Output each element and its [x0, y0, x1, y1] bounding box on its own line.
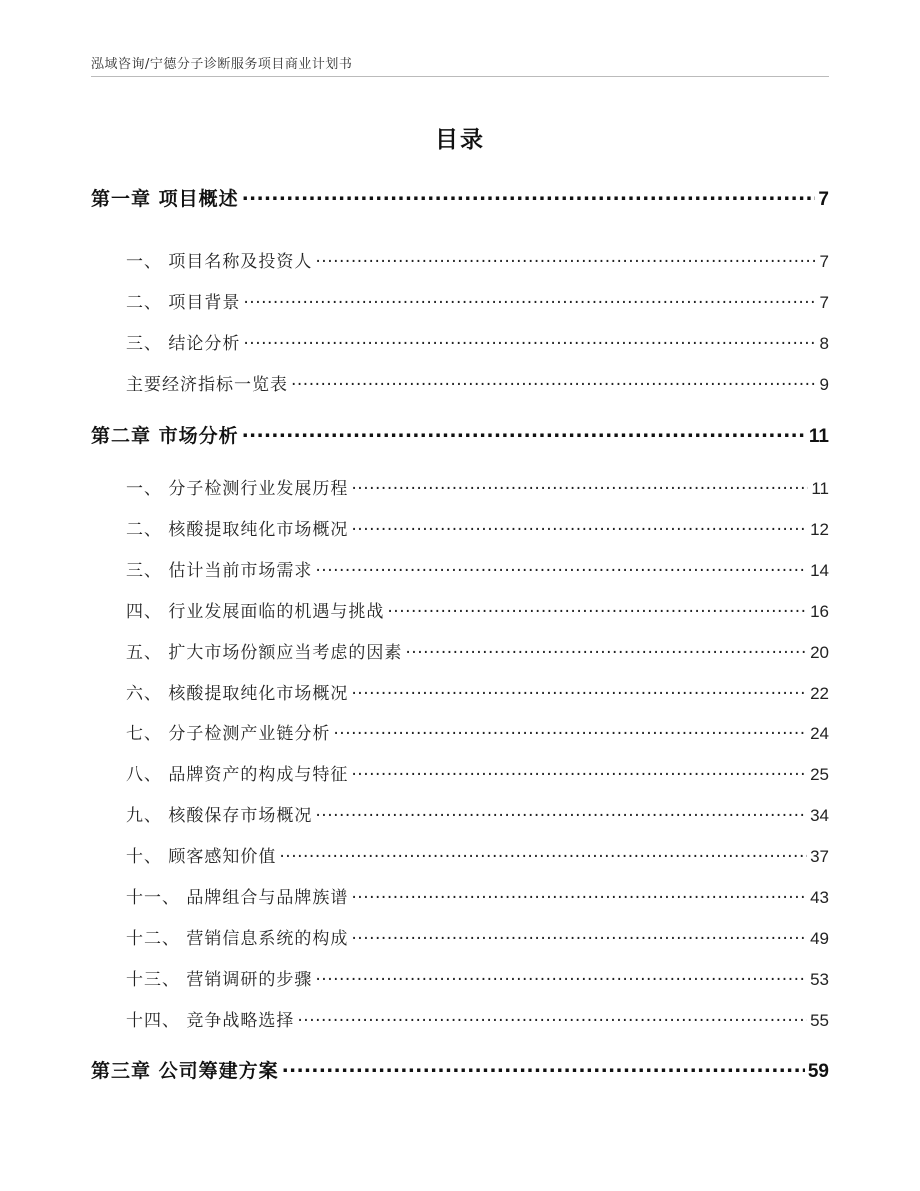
- toc-page-number: 16: [810, 602, 829, 621]
- toc-entry-label: 二、 项目背景: [126, 293, 241, 313]
- dot-leader: [242, 186, 816, 205]
- dot-leader: [315, 559, 807, 576]
- dot-leader: [351, 518, 807, 535]
- toc-page-number: 53: [810, 970, 829, 989]
- toc-page-number: 34: [810, 806, 829, 825]
- toc-chapter-3[interactable]: [91, 1056, 829, 1083]
- toc-entry-label: 一、 分子检测行业发展历程: [126, 479, 349, 499]
- toc-section-2-5[interactable]: [126, 638, 829, 663]
- running-header: 泓域咨询/宁德分子诊断服务项目商业计划书: [91, 57, 353, 72]
- toc-page-number: 55: [810, 1011, 829, 1030]
- toc-entry-label: 四、 行业发展面临的机遇与挑战: [126, 602, 385, 622]
- toc-section-2-13[interactable]: [126, 965, 829, 990]
- toc-section-2-3[interactable]: [126, 556, 829, 581]
- dot-leader: [333, 722, 807, 739]
- dot-leader: [315, 250, 816, 267]
- toc-page-number: 7: [818, 189, 829, 210]
- toc-entry-label: 九、 核酸保存市场概况: [126, 806, 313, 826]
- toc-page-number: 20: [810, 643, 829, 662]
- toc-page-number: 22: [810, 684, 829, 703]
- toc-entry-label: 第一章 项目概述: [91, 188, 239, 210]
- toc-entry-label: 一、 项目名称及投资人: [126, 252, 313, 272]
- toc-entry-label: 六、 核酸提取纯化市场概况: [126, 684, 349, 704]
- dot-leader: [387, 600, 807, 617]
- dot-leader: [315, 804, 807, 821]
- toc-page-number: 49: [810, 929, 829, 948]
- dot-leader: [243, 332, 816, 349]
- toc-entry-label: 第二章 市场分析: [91, 425, 239, 447]
- toc-page-number: 37: [810, 847, 829, 866]
- toc-entry-label: 十四、 竞争战略选择: [126, 1011, 295, 1031]
- toc-entry-label: 十一、 品牌组合与品牌族谱: [126, 888, 349, 908]
- dot-leader: [242, 423, 806, 442]
- page-title: 目录: [435, 127, 485, 153]
- toc-section-2-4[interactable]: [126, 597, 829, 622]
- toc-page-number: 14: [810, 561, 829, 580]
- toc-page-number: 24: [810, 724, 829, 743]
- dot-leader: [351, 682, 807, 699]
- toc-entry-label: 十二、 营销信息系统的构成: [126, 929, 349, 949]
- dot-leader: [351, 763, 807, 780]
- toc-section-2-1[interactable]: [126, 474, 829, 499]
- dot-leader: [279, 845, 807, 862]
- toc-section-2-9[interactable]: [126, 801, 829, 826]
- toc-page-number: 7: [819, 252, 829, 271]
- dot-leader: [351, 477, 808, 494]
- dot-leader: [405, 641, 807, 658]
- toc-section-2-12[interactable]: [126, 924, 829, 949]
- dot-leader: [282, 1058, 805, 1077]
- dot-leader: [315, 968, 807, 985]
- toc-section-1-4[interactable]: [126, 370, 829, 395]
- dot-leader: [243, 291, 816, 308]
- toc-entry-label: 二、 核酸提取纯化市场概况: [126, 520, 349, 540]
- dot-leader: [351, 886, 807, 903]
- toc-page-number: 11: [808, 426, 829, 447]
- toc-section-2-7[interactable]: [126, 719, 829, 744]
- toc-page-number: 8: [819, 334, 829, 353]
- toc-entry-label: 十三、 营销调研的步骤: [126, 970, 313, 990]
- toc-page-number: 12: [810, 520, 829, 539]
- dot-leader: [297, 1009, 807, 1026]
- toc-entry-label: 七、 分子检测产业链分析: [126, 724, 331, 744]
- toc-section-2-2[interactable]: [126, 515, 829, 540]
- dot-leader: [351, 927, 807, 944]
- toc-section-2-10[interactable]: [126, 842, 829, 867]
- toc-section-1-3[interactable]: [126, 329, 829, 354]
- toc-page-number: 7: [819, 293, 829, 312]
- toc-page-number: 59: [807, 1061, 829, 1082]
- toc-page-number: 25: [810, 765, 829, 784]
- toc-entry-label: 主要经济指标一览表: [126, 375, 288, 395]
- toc-entry-label: 第三章 公司筹建方案: [91, 1060, 279, 1082]
- toc-page-number: 9: [819, 375, 829, 394]
- dot-leader: [291, 373, 817, 390]
- toc-entry-label: 三、 估计当前市场需求: [126, 561, 313, 581]
- toc-section-2-6[interactable]: [126, 679, 829, 704]
- toc-entry-label: 五、 扩大市场份额应当考虑的因素: [126, 643, 403, 663]
- toc-section-1-1[interactable]: [126, 247, 829, 272]
- toc-section-2-11[interactable]: [126, 883, 829, 908]
- toc-page-number: 43: [810, 888, 829, 907]
- toc-section-1-2[interactable]: [126, 288, 829, 313]
- toc-entry-label: 三、 结论分析: [126, 334, 241, 354]
- toc-section-2-14[interactable]: [126, 1006, 829, 1031]
- toc-chapter-2[interactable]: [91, 421, 829, 448]
- toc-entry-label: 十、 顾客感知价值: [126, 847, 277, 867]
- toc-entry-label: 八、 品牌资产的构成与特征: [126, 765, 349, 785]
- toc-section-2-8[interactable]: [126, 760, 829, 785]
- toc-page-number: 11: [811, 479, 829, 498]
- toc-chapter-1[interactable]: [91, 184, 829, 211]
